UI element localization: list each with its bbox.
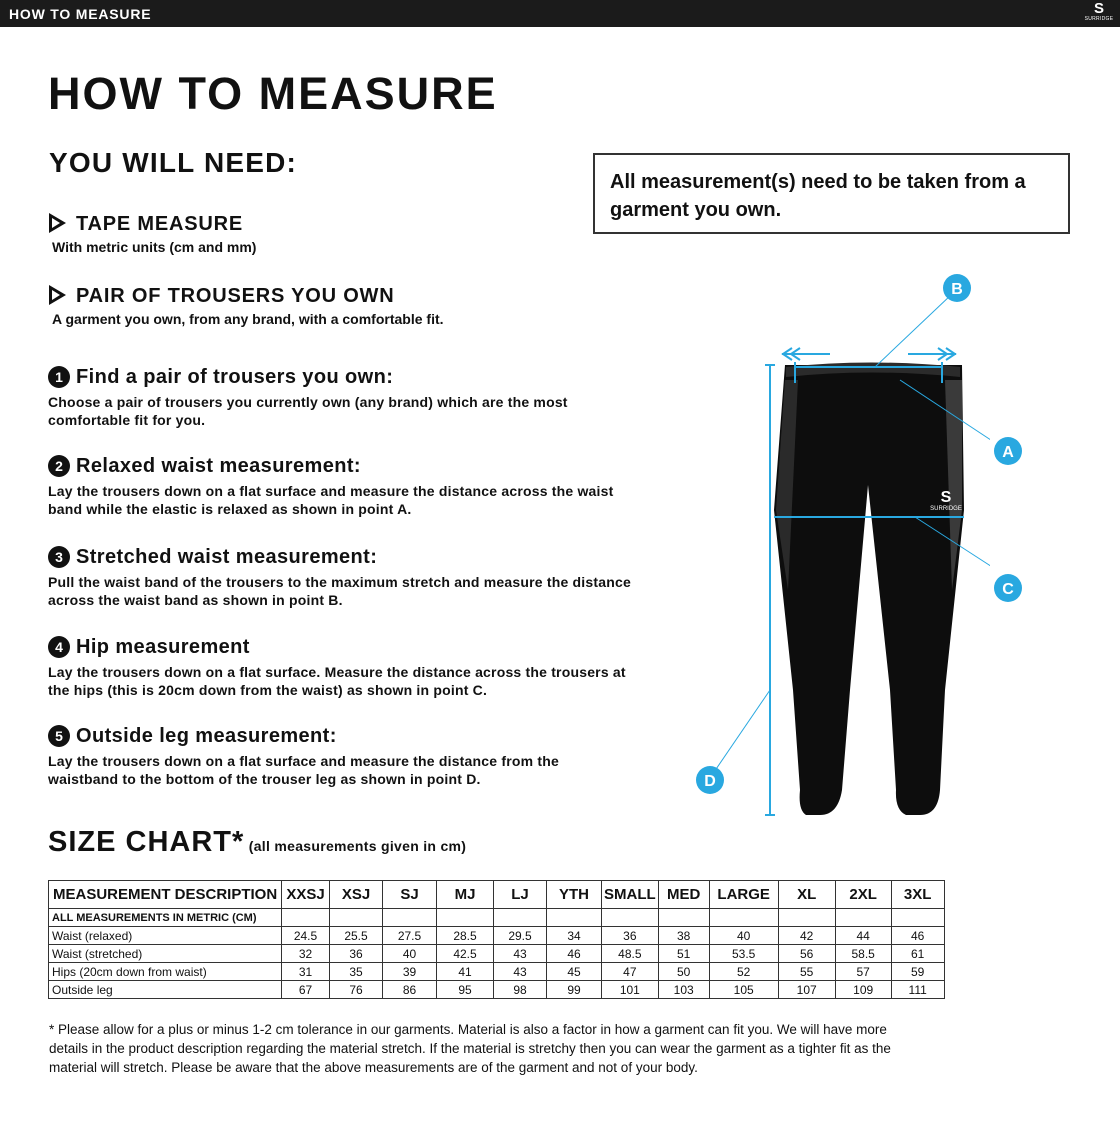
column-header: MED [658,881,709,909]
step-number-badge: 5 [48,725,70,747]
table-cell: 107 [778,981,835,999]
table-cell: 29.5 [494,927,547,945]
table-cell: 27.5 [383,927,437,945]
need-title: TAPE MEASURE [76,213,244,235]
table-cell: 46 [891,927,944,945]
trousers-silhouette [774,365,964,815]
step-desc: Lay the trousers down on a flat surface and measure the distance across the waist band while the elastic is relaxed as shown in point A. [48,483,614,517]
footnote: * Please allow for a plus or minus 1-2 cm tolerance in our garments. Material is also a factor in how a garment can fit you. We will have more details in the product description regarding the material stretch. If the material is stretchy then you can wear the garment as a tighter fit as the material will stretch. Please be aware that the above measurements are of the garment and not of your body. [49,1022,891,1075]
table-cell: 40 [709,927,778,945]
row-label: Waist (stretched) [49,945,282,963]
need-desc: A garment you own, from any brand, with a comfortable fit. [52,311,444,327]
step-4 [48,636,648,699]
column-header: 2XL [835,881,891,909]
table-cell: 56 [778,945,835,963]
table-row [49,981,945,999]
table-cell: 36 [602,927,659,945]
table-row [49,927,945,945]
step-number-badge: 1 [48,366,70,388]
need-item-tape [49,210,256,255]
brand-logo [1084,1,1114,26]
table-cell: 48.5 [602,945,659,963]
logo-mark: S [1093,0,1104,17]
table-cell: 61 [891,945,944,963]
row-label: Waist (relaxed) [49,927,282,945]
table-subheader-row [49,909,945,927]
table-cell: 43 [494,945,547,963]
badge-a-label: A [1002,444,1014,461]
table-cell: 43 [494,963,547,981]
table-cell: 35 [330,963,383,981]
table-cell: 57 [835,963,891,981]
step-3 [48,546,648,609]
table-cell: 50 [658,963,709,981]
table-cell: 53.5 [709,945,778,963]
table-cell: 103 [658,981,709,999]
top-bar-title: HOW TO MEASURE [9,6,152,22]
table-cell: 38 [658,927,709,945]
step-title: Hip measurement [76,636,250,658]
step-5 [48,725,618,788]
table-cell: 59 [891,963,944,981]
column-header: 3XL [891,881,944,909]
column-header: XSJ [330,881,383,909]
table-row [49,945,945,963]
step-desc: Lay the trousers down on a flat surface. Measure the distance across the trousers at the hips (this is 20cm down from the waist) as shown in point C. [48,664,626,698]
table-row [49,963,945,981]
step-2 [48,455,618,518]
step-title: Relaxed waist measurement: [76,455,361,477]
table-subheader: ALL MEASUREMENTS IN METRIC (CM) [49,909,282,927]
row-label: Outside leg [49,981,282,999]
table-cell: 34 [547,927,602,945]
size-chart-heading [48,826,466,859]
size-chart-note: (all measurements given in cm) [248,838,467,854]
table-cell: 98 [494,981,547,999]
column-header: XXSJ [282,881,330,909]
table-cell: 52 [709,963,778,981]
table-cell: 40 [383,945,437,963]
table-cell: 86 [383,981,437,999]
table-cell: 25.5 [330,927,383,945]
column-header: SJ [383,881,437,909]
table-cell: 67 [282,981,330,999]
step-title: Find a pair of trousers you own: [76,366,394,388]
leader-d [712,690,770,775]
table-cell: 36 [330,945,383,963]
row-label: Hips (20cm down from waist) [49,963,282,981]
table-cell: 55 [778,963,835,981]
step-number-badge: 2 [48,455,70,477]
badge-c-label: C [1002,581,1014,598]
column-header: LARGE [709,881,778,909]
step-number-badge: 3 [48,546,70,568]
badge-d-label: D [704,773,716,790]
step-1 [48,366,648,429]
column-header: SMALL [602,881,659,909]
table-cell: 111 [891,981,944,999]
table-cell: 51 [658,945,709,963]
step-desc: Pull the waist band of the trousers to the maximum stretch and measure the distance across the waist band as shown in point B. [48,574,631,608]
table-cell: 41 [437,963,494,981]
table-cell: 28.5 [437,927,494,945]
column-header: MJ [437,881,494,909]
table-cell: 76 [330,981,383,999]
badge-b-label: B [951,281,963,298]
logo-word: SURRIDGE [1084,16,1114,22]
table-cell: 99 [547,981,602,999]
column-header: XL [778,881,835,909]
table-cell: 105 [709,981,778,999]
table-cell: 45 [547,963,602,981]
callout-badges-right [990,435,1026,605]
table-cell: 39 [383,963,437,981]
table-cell: 95 [437,981,494,999]
table-cell: 42 [778,927,835,945]
notice-box [593,153,1070,234]
table-cell: 46 [547,945,602,963]
table-cell: 109 [835,981,891,999]
step-desc: Choose a pair of trousers you currently own (any brand) which are the most comfortable fit for you. [48,394,568,428]
step-title: Outside leg measurement: [76,725,337,747]
table-cell: 42.5 [437,945,494,963]
table-cell: 24.5 [282,927,330,945]
garment-logo-mark: S [940,489,952,506]
table-cell: 58.5 [835,945,891,963]
size-chart-table [48,880,945,999]
step-title: Stretched waist measurement: [76,546,378,568]
table-header-row [49,881,945,909]
triangle-play-icon [49,213,66,233]
need-item-trousers [49,282,444,327]
notice-text: All measurement(s) need to be taken from a garment you own. [610,171,1026,221]
table-cell: 101 [602,981,659,999]
size-chart-title: SIZE CHART* [48,826,245,858]
table-cell: 47 [602,963,659,981]
need-title: PAIR OF TROUSERS YOU OWN [76,285,395,307]
garment-logo-word: SURRIDGE [930,506,962,512]
step-number-badge: 4 [48,636,70,658]
column-header: MEASUREMENT DESCRIPTION [49,881,282,909]
table-cell: 31 [282,963,330,981]
top-bar [0,0,1120,27]
step-desc: Lay the trousers down on a flat surface and measure the distance from the waistband to the bottom of the trouser leg as shown in point D. [48,753,559,787]
need-desc: With metric units (cm and mm) [52,239,257,255]
trousers-diagram [690,270,990,820]
leader-b [875,294,952,367]
column-header: LJ [494,881,547,909]
need-heading: YOU WILL NEED: [49,147,298,178]
column-header: YTH [547,881,602,909]
triangle-play-icon [49,285,66,305]
table-cell: 32 [282,945,330,963]
table-cell: 44 [835,927,891,945]
page-title: HOW TO MEASURE [48,68,498,119]
